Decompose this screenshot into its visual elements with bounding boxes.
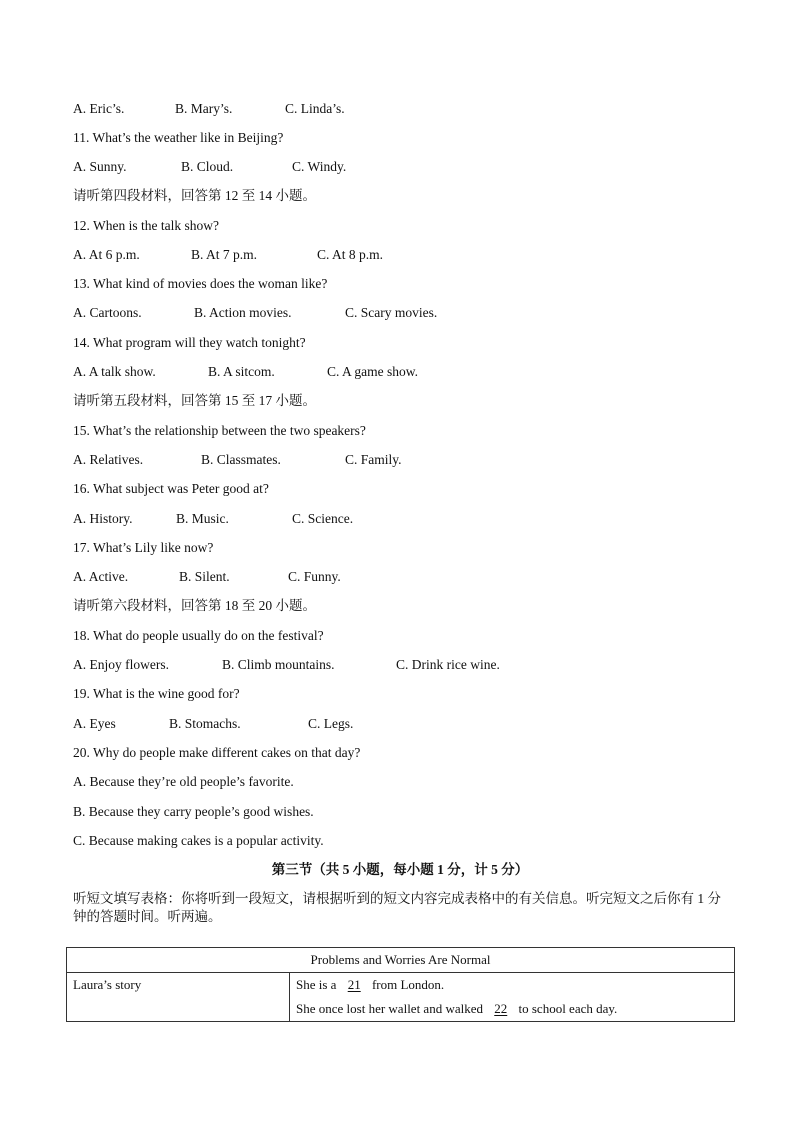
blank-22[interactable]: 22 xyxy=(494,1001,508,1016)
question-line: C. Because making cakes is a popular activity. xyxy=(73,833,324,848)
answer-option: C. Family. xyxy=(345,452,402,467)
option-row xyxy=(73,246,417,264)
answer-option: C. A game show. xyxy=(327,364,418,379)
question-line: 12. When is the talk show? xyxy=(73,218,219,233)
answer-option: B. Cloud. xyxy=(181,159,234,174)
option-row xyxy=(73,451,445,469)
question-line: 20. Why do people make different cakes on that day? xyxy=(73,745,361,760)
answer-option: C. Science. xyxy=(292,511,354,526)
table-row xyxy=(67,973,735,1022)
option-row xyxy=(73,656,536,674)
answer-option: B. Stomachs. xyxy=(169,716,241,731)
answer-option: A. Sunny. xyxy=(73,159,127,174)
answer-option: A. Eric’s. xyxy=(73,101,125,116)
question-line: 请听第四段材料，回答第 12 至 14 小题。 xyxy=(73,188,316,203)
row-content xyxy=(290,973,735,1022)
option-row xyxy=(73,510,392,528)
answer-option: C. Scary movies. xyxy=(345,305,438,320)
row-line-2: She once lost her wallet and walked 22 to school each day. xyxy=(296,1001,618,1016)
answer-option: B. Music. xyxy=(176,511,229,526)
instructions-paragraph xyxy=(73,890,733,926)
question-line: 16. What subject was Peter good at? xyxy=(73,481,269,496)
row-label: Laura’s story xyxy=(67,973,290,1022)
answer-option: B. Climb mountains. xyxy=(222,657,335,672)
question-line: 请听第五段材料，回答第 15 至 17 小题。 xyxy=(73,393,316,408)
answer-option: B. A sitcom. xyxy=(208,364,275,379)
section-heading: 第三节（共 5 小题，每小题 1 分，计 5 分） xyxy=(271,862,529,877)
question-line: 18. What do people usually do on the festival? xyxy=(73,628,324,643)
answer-option: A. Eyes xyxy=(73,716,116,731)
row-line-1: She is a 21 from London. xyxy=(296,977,445,992)
option-row xyxy=(73,715,408,733)
option-row xyxy=(73,304,465,322)
instructions-text: 听短文填写表格：你将听到一段短文，请根据听到的短文内容完成表格中的有关信息。听完短文之后你有 1 分钟的答题时间。听两遍。 xyxy=(73,891,721,924)
table-title: Problems and Worries Are Normal xyxy=(67,948,735,973)
answer-option: C. Linda’s. xyxy=(285,101,345,116)
question-line: 15. What’s the relationship between the two speakers? xyxy=(73,423,366,438)
question-line: 19. What is the wine good for? xyxy=(73,686,240,701)
answer-option: B. At 7 p.m. xyxy=(191,247,258,262)
option-row xyxy=(73,363,447,381)
table-title-row xyxy=(67,948,735,973)
answer-option: A. History. xyxy=(73,511,133,526)
answer-option: B. Action movies. xyxy=(194,305,292,320)
answer-option: A. A talk show. xyxy=(73,364,156,379)
answer-option: B. Mary’s. xyxy=(175,101,233,116)
question-line: 请听第六段材料，回答第 18 至 20 小题。 xyxy=(73,598,316,613)
question-line: 13. What kind of movies does the woman like? xyxy=(73,276,328,291)
question-line: B. Because they carry people’s good wishes. xyxy=(73,804,314,819)
answer-option: C. Windy. xyxy=(292,159,347,174)
fill-in-table xyxy=(66,947,735,1022)
blank-21[interactable]: 21 xyxy=(347,977,361,992)
question-line: A. Because they’re old people’s favorite. xyxy=(73,774,294,789)
answer-option: A. Enjoy flowers. xyxy=(73,657,169,672)
option-row xyxy=(73,158,392,176)
answer-option: C. At 8 p.m. xyxy=(317,247,384,262)
answer-option: C. Legs. xyxy=(308,716,354,731)
answer-option: A. Active. xyxy=(73,569,129,584)
question-line: 11. What’s the weather like in Beijing? xyxy=(73,130,284,145)
answer-option: A. Relatives. xyxy=(73,452,144,467)
answer-option: A. Cartoons. xyxy=(73,305,142,320)
question-line: 17. What’s Lily like now? xyxy=(73,540,214,555)
answer-option: C. Drink rice wine. xyxy=(396,657,500,672)
answer-option: B. Classmates. xyxy=(201,452,281,467)
answer-option: B. Silent. xyxy=(179,569,230,584)
option-row xyxy=(73,568,388,586)
question-line: 14. What program will they watch tonight? xyxy=(73,335,306,350)
option-row xyxy=(73,100,385,118)
answer-option: C. Funny. xyxy=(288,569,341,584)
answer-option: A. At 6 p.m. xyxy=(73,247,140,262)
